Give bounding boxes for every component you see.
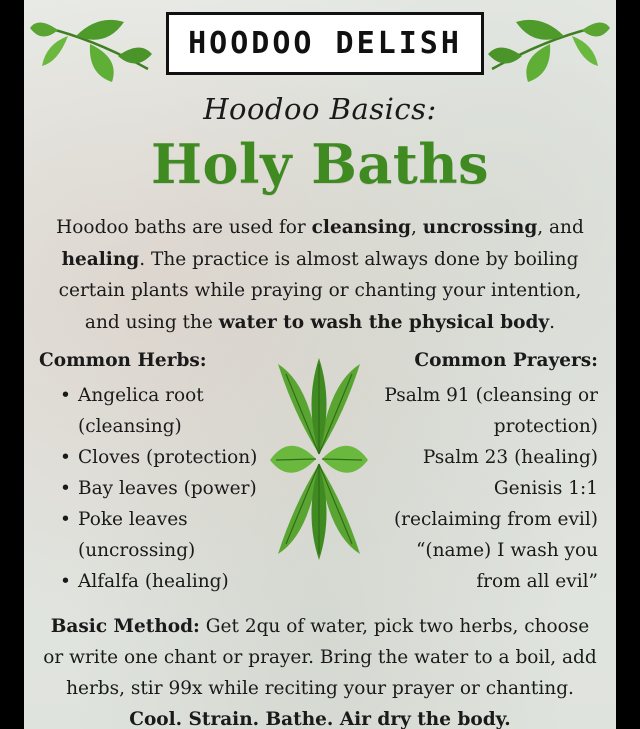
leaf-sprig-right-icon: [486, 14, 612, 84]
list-item: • Angelica root (cleansing): [60, 380, 260, 442]
intro-text: ,: [411, 217, 423, 238]
infographic-card: [24, 0, 616, 729]
method-text: Get 2qu of water, pick two herbs, choose or write one chant or prayer. Bring the water to a boil, add herbs, stir 99x while reciting your prayer or chanting.: [43, 616, 597, 699]
intro-paragraph: [42, 212, 598, 338]
herbs-heading: Common Herbs:: [39, 350, 207, 371]
intro-text: , and: [537, 217, 584, 238]
brand-name: HOODOO DELISH: [188, 26, 462, 61]
prayers-heading: Common Prayers:: [414, 350, 598, 371]
list-item: “(name) I wash you from all evil”: [415, 540, 598, 592]
list-item: Psalm 23 (healing): [422, 447, 598, 468]
list-item: • Bay leaves (power): [60, 473, 260, 504]
intro-text: .: [549, 311, 556, 333]
method-closing: Cool. Strain. Bathe. Air dry the body.: [129, 709, 511, 729]
list-item: Genisis 1:1 (reclaiming from evil): [393, 478, 598, 530]
list-item: • Cloves (protection): [60, 442, 260, 473]
brand-box: [166, 12, 484, 75]
intro-text: . The practice is almost always done by boiling certain plants while praying or chanting your intention, and using the: [58, 248, 582, 333]
page-title: Holy Baths: [151, 132, 489, 196]
list-item: • Alfalfa (healing): [60, 566, 260, 597]
leaf-sprig-left-icon: [28, 14, 154, 84]
herbs-list: [60, 380, 260, 597]
prayers-list: [383, 380, 598, 597]
intro-text: Hoodoo baths are used for: [56, 217, 312, 238]
section-subtitle: Hoodoo Basics:: [203, 92, 437, 126]
list-item: • Poke leaves (uncrossing): [60, 504, 260, 566]
method-label: Basic Method:: [50, 616, 200, 637]
intro-bold-water: water to wash the physical body: [218, 311, 550, 333]
basic-method-paragraph: [38, 611, 602, 729]
intro-bold-uncrossing: uncrossing: [422, 217, 538, 238]
leaf-cluster-icon: [264, 354, 374, 564]
intro-bold-healing: healing: [61, 248, 140, 270]
list-item: Psalm 91 (cleansing or protection): [384, 385, 598, 437]
intro-bold-cleansing: cleansing: [311, 217, 411, 238]
